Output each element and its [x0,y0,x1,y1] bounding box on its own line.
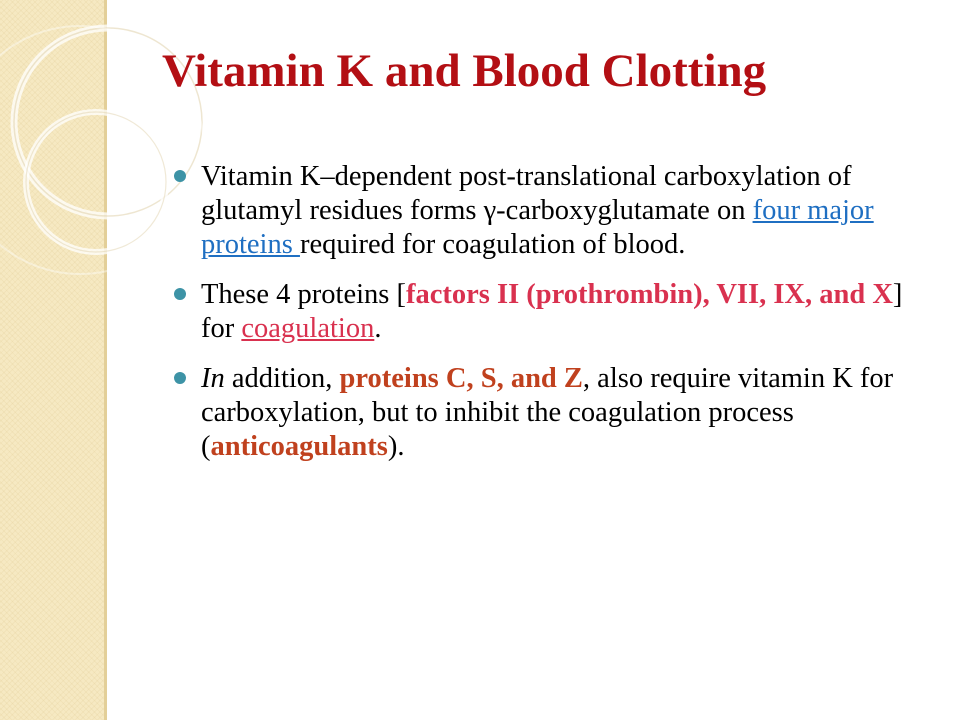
bullet-text: . [374,313,382,344]
bullet-italic-text: In [201,363,225,394]
bullet-text: required for coagulation of blood. [299,229,686,260]
coagulation-link[interactable]: coagulation [241,313,375,344]
four-major-proteins-link[interactable]: four major proteins [201,195,874,260]
bullet-text: ] for [201,279,903,344]
bullet-text: Vitamin K–dependent post-translational carboxylation of glutamyl residues forms γ-carboxyglutamate on [201,161,852,226]
anticoagulants-highlight: anticoagulants [210,431,388,462]
bullet-text: , also require vitamin K for carboxylation, but to inhibit the coagulation process ( [201,363,894,462]
slide-title: Vitamin K and Blood Clotting [162,45,767,97]
bullet-anticoagulants [174,362,914,464]
bullet-marker-icon [174,372,186,384]
proteins-csz-highlight: proteins C, S, and Z [339,363,583,394]
bullet-text: addition, [224,363,340,394]
bullet-marker-icon [174,170,186,182]
bullet-clotting-factors [174,278,914,346]
bullet-text: These 4 proteins [ [201,279,406,310]
bullet-carboxylation [174,160,914,262]
bullet-text: ). [387,431,405,462]
bullet-marker-icon [174,288,186,300]
bullet-list [174,160,914,480]
clotting-factors-highlight: factors II (prothrombin), VII, IX, and X [405,279,893,310]
